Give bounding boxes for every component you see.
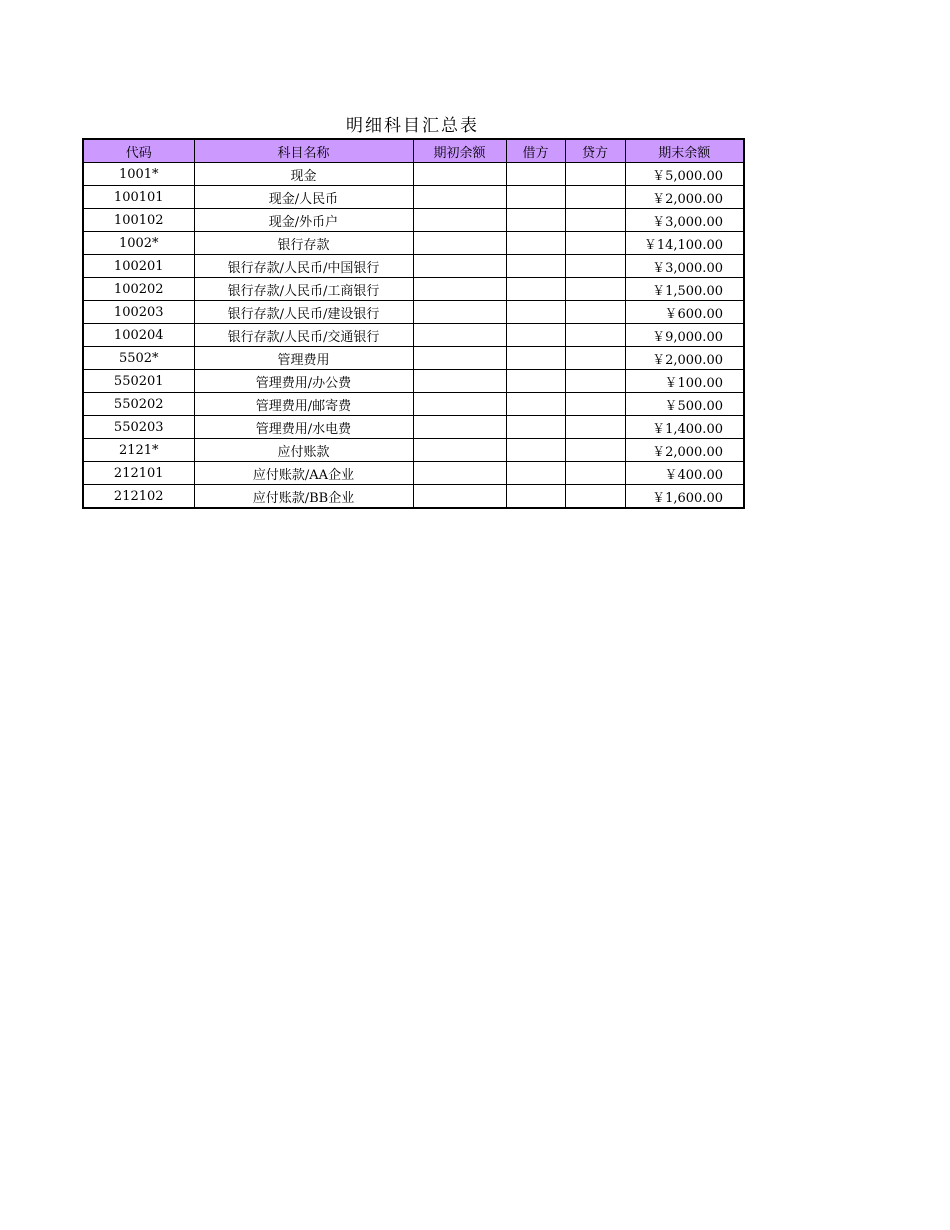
cell-debit[interactable]: [506, 232, 565, 255]
table-row: [83, 416, 744, 439]
header-code[interactable]: 代码: [83, 139, 194, 163]
cell-credit[interactable]: [565, 186, 625, 209]
cell-opening-balance[interactable]: [413, 301, 506, 324]
cell-credit[interactable]: [565, 278, 625, 301]
cell-credit[interactable]: [565, 209, 625, 232]
cell-credit[interactable]: [565, 462, 625, 485]
cell-debit[interactable]: [506, 485, 565, 509]
cell-debit[interactable]: [506, 462, 565, 485]
cell-code[interactable]: 5502*: [83, 347, 194, 370]
cell-closing-balance[interactable]: ￥600.00: [625, 301, 744, 324]
header-account-name[interactable]: 科目名称: [194, 139, 413, 163]
cell-credit[interactable]: [565, 301, 625, 324]
cell-account-name[interactable]: 应付账款/BB企业: [194, 485, 413, 509]
cell-debit[interactable]: [506, 301, 565, 324]
cell-closing-balance[interactable]: ￥2,000.00: [625, 186, 744, 209]
cell-credit[interactable]: [565, 416, 625, 439]
cell-opening-balance[interactable]: [413, 209, 506, 232]
cell-account-name[interactable]: 现金/人民币: [194, 186, 413, 209]
cell-closing-balance[interactable]: ￥1,400.00: [625, 416, 744, 439]
table-row: [83, 462, 744, 485]
cell-code[interactable]: 100203: [83, 301, 194, 324]
cell-opening-balance[interactable]: [413, 462, 506, 485]
cell-code[interactable]: 550203: [83, 416, 194, 439]
cell-opening-balance[interactable]: [413, 416, 506, 439]
cell-account-name[interactable]: 银行存款/人民币/建设银行: [194, 301, 413, 324]
cell-closing-balance[interactable]: ￥2,000.00: [625, 347, 744, 370]
cell-opening-balance[interactable]: [413, 232, 506, 255]
cell-debit[interactable]: [506, 370, 565, 393]
cell-debit[interactable]: [506, 186, 565, 209]
cell-code[interactable]: 550202: [83, 393, 194, 416]
table-row: [83, 347, 744, 370]
cell-opening-balance[interactable]: [413, 255, 506, 278]
table-row: [83, 163, 744, 186]
cell-debit[interactable]: [506, 393, 565, 416]
cell-opening-balance[interactable]: [413, 163, 506, 186]
cell-closing-balance[interactable]: ￥2,000.00: [625, 439, 744, 462]
cell-debit[interactable]: [506, 347, 565, 370]
cell-credit[interactable]: [565, 393, 625, 416]
table-row: [83, 186, 744, 209]
cell-code[interactable]: 100204: [83, 324, 194, 347]
table-row: [83, 301, 744, 324]
cell-credit[interactable]: [565, 324, 625, 347]
table-row: [83, 393, 744, 416]
cell-opening-balance[interactable]: [413, 393, 506, 416]
table-body: [83, 163, 744, 509]
cell-code[interactable]: 100201: [83, 255, 194, 278]
cell-closing-balance[interactable]: ￥3,000.00: [625, 209, 744, 232]
cell-credit[interactable]: [565, 163, 625, 186]
cell-opening-balance[interactable]: [413, 186, 506, 209]
cell-code[interactable]: 2121*: [83, 439, 194, 462]
header-debit[interactable]: 借方: [506, 139, 565, 163]
cell-credit[interactable]: [565, 255, 625, 278]
cell-closing-balance[interactable]: ￥1,500.00: [625, 278, 744, 301]
cell-opening-balance[interactable]: [413, 485, 506, 509]
header-row: [83, 139, 744, 163]
cell-credit[interactable]: [565, 485, 625, 509]
table-row: [83, 324, 744, 347]
cell-account-name[interactable]: 银行存款/人民币/中国银行: [194, 255, 413, 278]
table-row: [83, 278, 744, 301]
cell-code[interactable]: 1002*: [83, 232, 194, 255]
table-row: [83, 485, 744, 509]
cell-closing-balance[interactable]: ￥14,100.00: [625, 232, 744, 255]
cell-debit[interactable]: [506, 439, 565, 462]
cell-account-name[interactable]: 银行存款/人民币/工商银行: [194, 278, 413, 301]
cell-account-name[interactable]: 管理费用/水电费: [194, 416, 413, 439]
cell-account-name[interactable]: 现金/外币户: [194, 209, 413, 232]
cell-opening-balance[interactable]: [413, 439, 506, 462]
header-opening-balance[interactable]: 期初余额: [413, 139, 506, 163]
cell-account-name[interactable]: 应付账款/AA企业: [194, 462, 413, 485]
cell-debit[interactable]: [506, 324, 565, 347]
cell-closing-balance[interactable]: ￥1,600.00: [625, 485, 744, 509]
header-closing-balance[interactable]: 期末余额: [625, 139, 744, 163]
table-row: [83, 232, 744, 255]
cell-credit[interactable]: [565, 370, 625, 393]
cell-code[interactable]: 100101: [83, 186, 194, 209]
cell-credit[interactable]: [565, 439, 625, 462]
cell-account-name[interactable]: 现金: [194, 163, 413, 186]
cell-code[interactable]: 100202: [83, 278, 194, 301]
cell-code[interactable]: 550201: [83, 370, 194, 393]
cell-closing-balance[interactable]: ￥5,000.00: [625, 163, 744, 186]
cell-code[interactable]: 212101: [83, 462, 194, 485]
cell-account-name[interactable]: 管理费用/办公费: [194, 370, 413, 393]
cell-debit[interactable]: [506, 209, 565, 232]
cell-account-name[interactable]: 银行存款: [194, 232, 413, 255]
cell-closing-balance[interactable]: ￥400.00: [625, 462, 744, 485]
cell-credit[interactable]: [565, 347, 625, 370]
table-row: [83, 370, 744, 393]
table-row: [83, 209, 744, 232]
cell-account-name[interactable]: 银行存款/人民币/交通银行: [194, 324, 413, 347]
table-row: [83, 255, 744, 278]
cell-opening-balance[interactable]: [413, 278, 506, 301]
cell-code[interactable]: 100102: [83, 209, 194, 232]
cell-closing-balance[interactable]: ￥100.00: [625, 370, 744, 393]
cell-debit[interactable]: [506, 278, 565, 301]
cell-closing-balance[interactable]: ￥9,000.00: [625, 324, 744, 347]
cell-debit[interactable]: [506, 416, 565, 439]
cell-opening-balance[interactable]: [413, 347, 506, 370]
cell-closing-balance[interactable]: ￥500.00: [625, 393, 744, 416]
cell-debit[interactable]: [506, 163, 565, 186]
cell-account-name[interactable]: 管理费用: [194, 347, 413, 370]
cell-account-name[interactable]: 应付账款: [194, 439, 413, 462]
cell-code[interactable]: 212102: [83, 485, 194, 509]
cell-opening-balance[interactable]: [413, 370, 506, 393]
cell-code[interactable]: 1001*: [83, 163, 194, 186]
cell-account-name[interactable]: 管理费用/邮寄费: [194, 393, 413, 416]
cell-closing-balance[interactable]: ￥3,000.00: [625, 255, 744, 278]
table-row: [83, 439, 744, 462]
header-credit[interactable]: 贷方: [565, 139, 625, 163]
sheet-title: 明细科目汇总表: [346, 116, 479, 136]
cell-opening-balance[interactable]: [413, 324, 506, 347]
cell-credit[interactable]: [565, 232, 625, 255]
summary-table: [82, 138, 745, 509]
cell-debit[interactable]: [506, 255, 565, 278]
